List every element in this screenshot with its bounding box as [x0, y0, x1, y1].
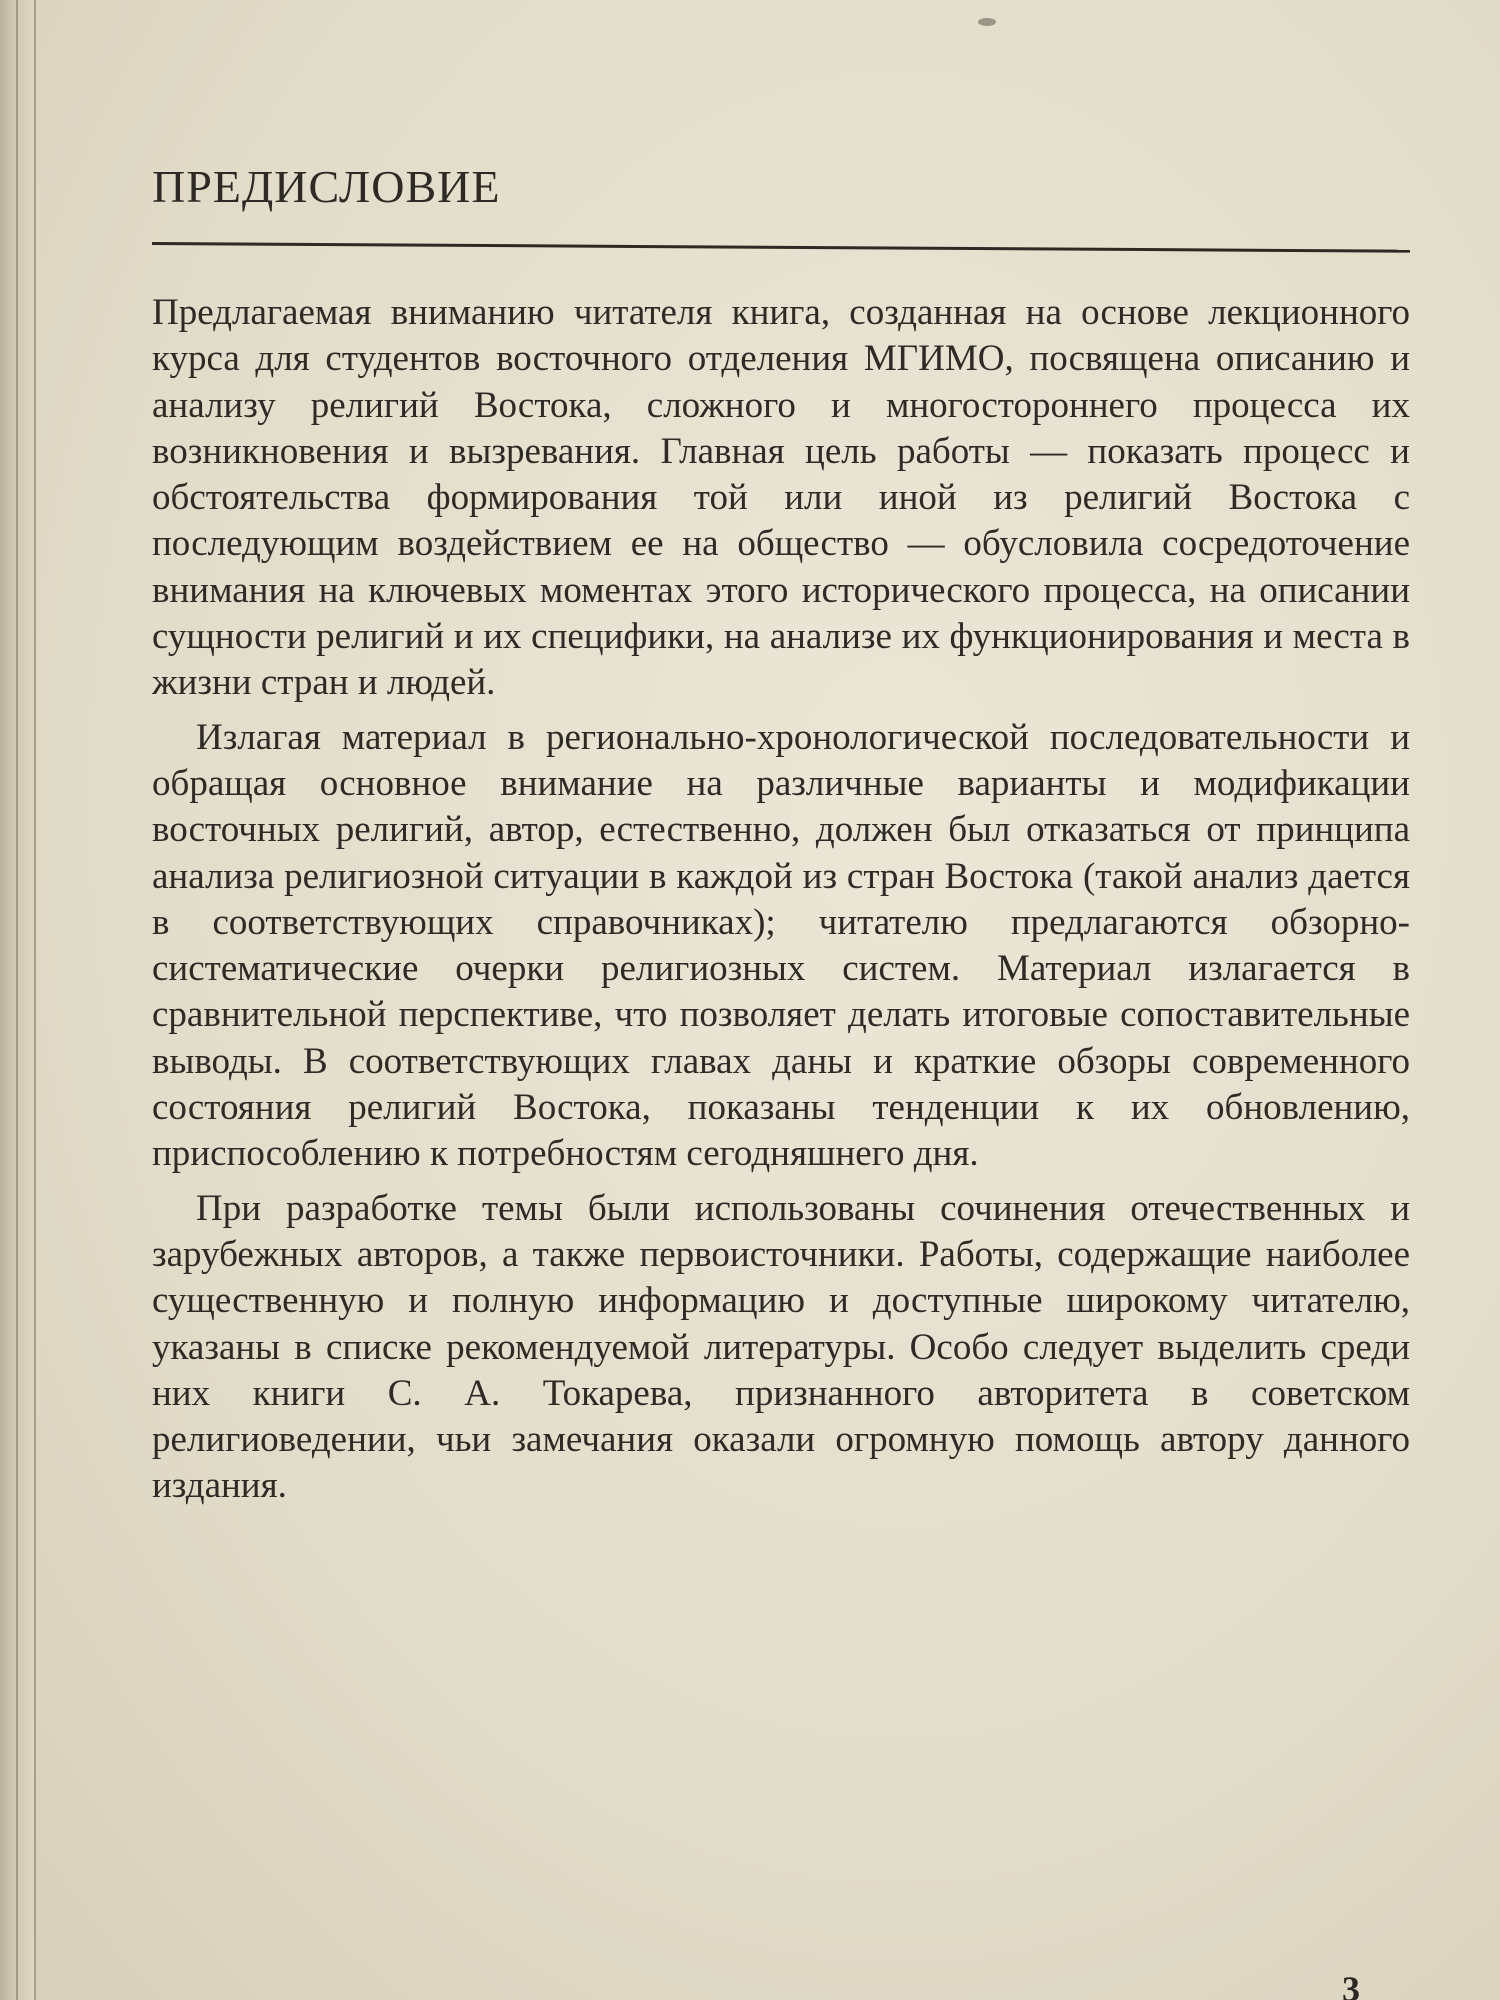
- paragraph-3: При разработке темы были использованы сочинения отечественных и зарубежных авторов, а также первоисточники. Работы, содержащие наиболее существенную и полную информацию и доступные широкому читателю, указаны в списке рекомендуемой литературы. Особо следует выделить среди них книги С. А. Токарева, признанного авторитета в советском религиоведении, чьи замечания оказали огромную помощь автору данного издания.: [152, 1187, 1410, 1507]
- ink-smudge: [978, 18, 996, 26]
- page-number: 3: [1342, 1969, 1360, 2000]
- binding-edge: [0, 0, 36, 2000]
- paragraph-2: Излагая материал в регионально-хронологической последовательности и обращая основное внимание на различные варианты и модификации восточных религий, автор, естественно, должен был отказаться от принципа анализа религиозной ситуации в каждой из стран Востока (такой анализ дается в соответствующих справочниках); читателю предлагаются обзорно-систематические очерки религиозных систем. Материал излагается в сравнительной перспективе, что позволяет делать итоговые сопоставительные выводы. В соответствующих главах даны и краткие обзоры современного состояния религий Востока, показаны тенденции к их обновлению, приспособлению к потребностям сегодняшнего дня.: [152, 716, 1410, 1175]
- body-text: [152, 290, 1410, 1510]
- heading-rule: [152, 242, 1410, 253]
- spine-line: [16, 0, 18, 2000]
- paragraph-1: Предлагаемая вниманию читателя книга, созданная на основе лекционного курса для студентов восточного отделения МГИМО, посвящена описанию и анализу религий Востока, сложного и многостороннего процесса их возникновения и вызревания. Главная цель работы — показать процесс и обстоятельства формирования той или иной из религий Востока с последующим воздействием ее на общество — обусловила сосредоточение внимания на ключевых моментах этого исторического процесса, на описании сущности религий и их специфики, на анализе их функционирования и места в жизни стран и людей.: [152, 292, 1410, 704]
- page-heading: ПРЕДИСЛОВИЕ: [152, 161, 501, 212]
